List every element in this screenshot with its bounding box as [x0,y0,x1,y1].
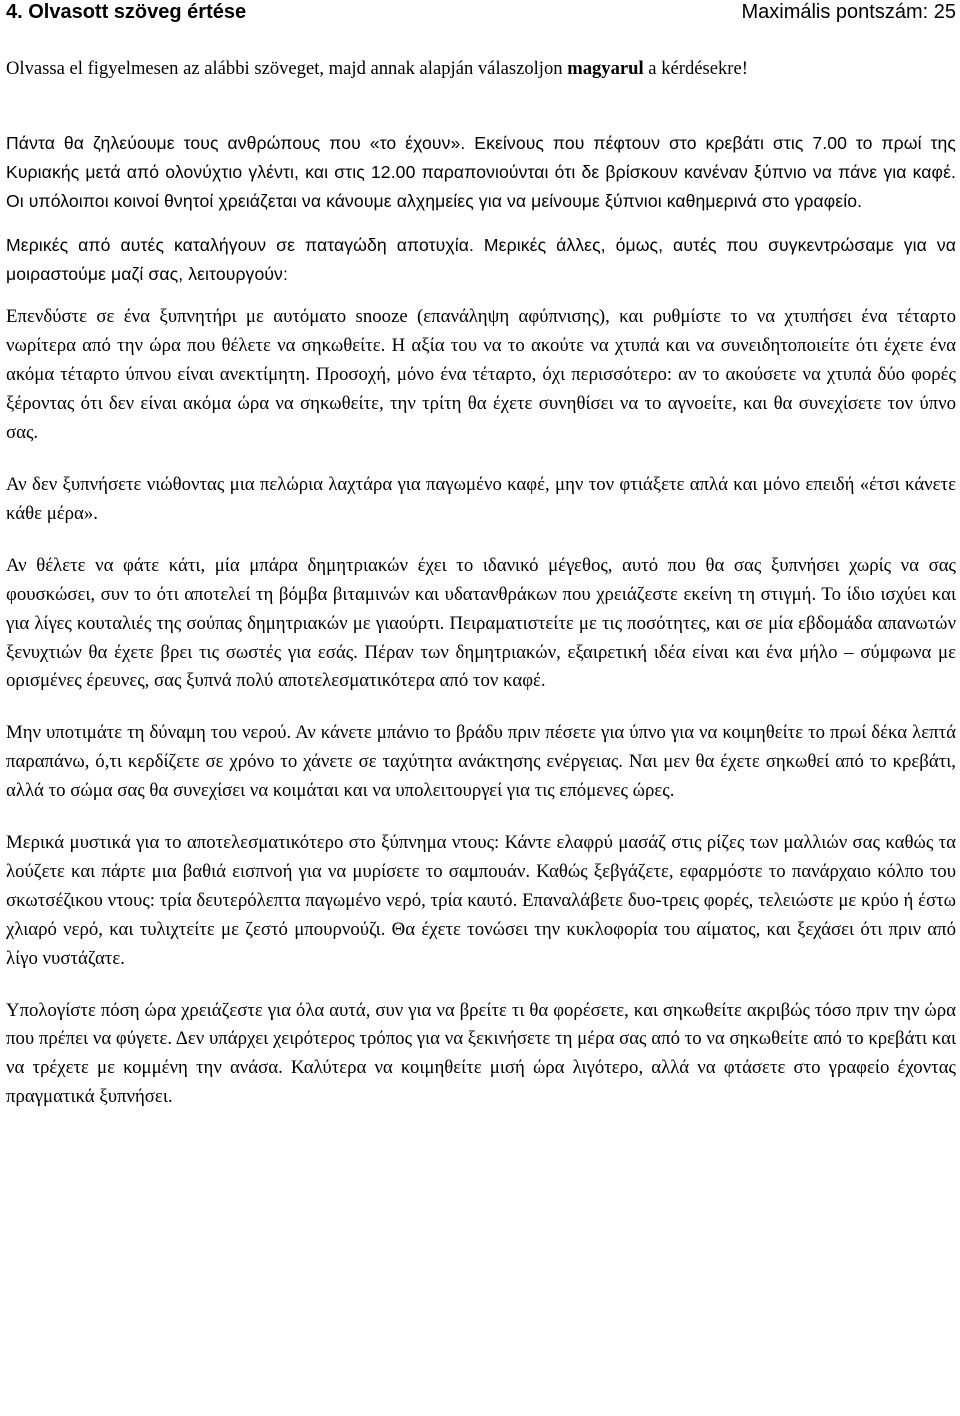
instruction-after: a kérdésekre! [643,58,748,79]
paragraph-6: Μην υποτιμάτε τη δύναμη του νερού. Αν κάνετε μπάνιο το βράδυ πριν πέσετε για ύπνο για να κοιμηθείτε το πρωί δέκα λεπτά παραπάνω, ό,τι κερδίζετε σε χρόνο το χάνετε σε ταχύτητα ανάκτησης ενέργειας. Ναι μεν θα έχετε σηκωθεί από το κρεβάτι, αλλά το σώμα σας θα συνεχίσει να κοιμάται και να υπολειτουργεί για τις επόμενες ώρες. [6,722,956,802]
instruction-before: Olvassa el figyelmesen az alábbi szöveget, majd annak alapján válaszoljon [6,58,568,79]
paragraph-7: Μερικά μυστικά για το αποτελεσματικότερο στο ξύπνημα ντους: Κάντε ελαφρύ μασάζ στις ρίζες των μαλλιών σας καθώς τα λούζετε και πάρτε μια βαθιά εισπνοή για να μυρίσετε το σαμπουάν. Καθώς ξεβγάζετε, εφαρμόστε το πανάρχαιο κόλπο του σκωτσέζικου ντους: τρία δευτερόλεπτα παγωμένο νερό, τρία καυτό. Επαναλάβετε δυο-τρεις φορές, τελειώστε με κρύο ή έστω χλιαρό νερό, και τυλιχτείτε με ζεστό μπουρνούζι. Θα έχετε τονώσει την κυκλοφορία του αίματος, και ξεχάσει ότι πριν από λίγο νυστάζατε. [6,832,956,969]
max-points: Maximális pontszám: 25 [741,1,956,23]
paragraph-2: Μερικές από αυτές καταλήγουν σε παταγώδη αποτυχία. Μερικές άλλες, όμως, αυτές που συγκεντρώσαμε για να μοιραστούμε μαζί σας, λειτουργούν: [6,234,956,284]
exam-page [6,0,956,1112]
paragraph-5: Αν θέλετε να φάτε κάτι, μία μπάρα δημητριακών έχει το ιδανικό μέγεθος, αυτό που θα σας ξυπνήσει χωρίς να σας φουσκώσει, συν το ότι αποτελεί τη βόμβα βιταμινών και υδατανθράκων που χρειάζεστε εκείνη τη στιγμή. Το ίδιο ισχύει και για λίγες κουταλιές της σούπας δημητριακών με γιαούρτι. Πειραματιστείτε με τις ποσότητες, και σε μία εβδομάδα απανωτών ξενυχτιών θα έχετε βρει τις σωστές για εσάς. Πέραν των δημητριακών, εξαιρετική ιδέα είναι και ένα μήλο – σύμφωνα με ορισμένες έρευνες, σας ξυπνά πολύ αποτελεσματικότερα από τον καφέ. [6,554,956,692]
instruction-text [6,55,956,84]
instruction-emphasis: magyarul [567,58,644,79]
paragraph-8: Υπολογίστε πόση ώρα χρειάζεστε για όλα αυτά, συν για να βρείτε τι θα φορέσετε, και σηκωθείτε ακριβώς τόσο πριν την ώρα που πρέπει να φύγετε. Δεν υπάρχει χειρότερος τρόπος για να ξεκινήσετε τη μέρα σας από το να σηκωθείτε από το κρεβάτι και να τρέχετε με κομμένη την ανάσα. Καλύτερα να κοιμηθείτε μισή ώρα λιγότερο, αλλά να φτάσετε στο γραφείο έχοντας πραγματικά ξυπνήσει. [6,999,956,1108]
section-title: 4. Olvasott szöveg értése [6,1,247,23]
section-header [6,0,956,29]
paragraph-1: Πάντα θα ζηλεύουμε τους ανθρώπους που «το έχουν». Εκείνους που πέφτουν στο κρεβάτι στις 7.00 το πρωί της Κυριακής μετά από ολονύχτιο γλέντι, και στις 12.00 παραπονιούνται ότι δε βρίσκουν κανέναν ξύπνιο να πάνε για καφέ. Οι υπόλοιποι κοινοί θνητοί χρειάζεται να κάνουμε αλχημείες για να μείνουμε ξύπνιοι καθημερινά στο γραφείο. [6,132,956,211]
paragraph-3: Επενδύστε σε ένα ξυπνητήρι με αυτόματο snooze (επανάληψη αφύπνισης), και ρυθμίστε το να χτυπήσει ένα τέταρτο νωρίτερα από την ώρα που θέλετε να σηκωθείτε. Η αξία του να το ακούτε να χτυπά και να συνειδητοποιείτε ότι έχετε ένα ακόμα τέταρτο ύπνου είναι ανεκτίμητη. Προσοχή, μόνο ένα τέταρτο, όχι περισσότερο: αν το ακούσετε να χτυπά δύο φορές ξέροντας ότι δεν είναι ακόμα ώρα να σηκωθείτε, την τρίτη θα έχετε συνηθίσει να το αγνοείτε, και θα συνεχίσετε τον ύπνο σας. [6,306,956,444]
paragraph-4: Αν δεν ξυπνήσετε νιώθοντας μια πελώρια λαχτάρα για παγωμένο καφέ, μην τον φτιάξετε απλά και μόνο επειδή «έτσι κάνετε κάθε μέρα». [6,473,956,524]
